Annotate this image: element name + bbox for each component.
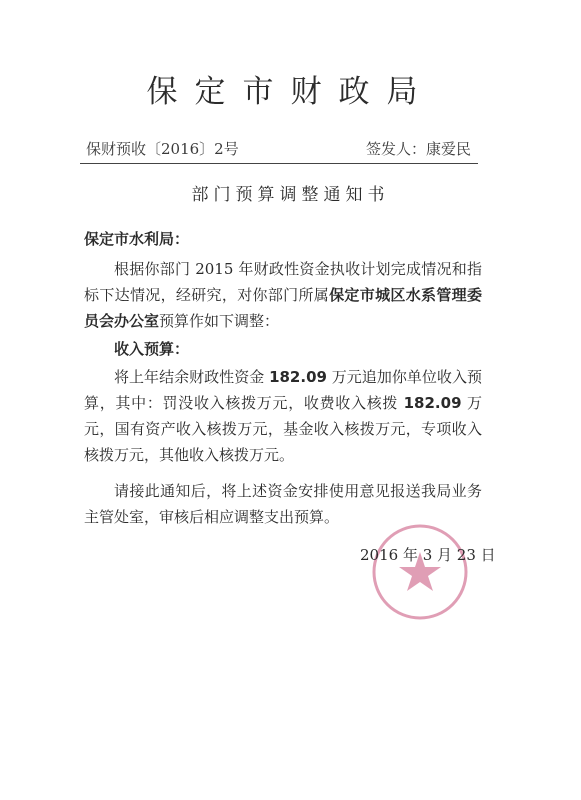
notice-title: 部门预算调整通知书 [191, 185, 390, 205]
paragraph-2 [84, 364, 482, 468]
amount-fee-income: 182.09 [403, 394, 462, 412]
notice-body [84, 226, 482, 530]
header-divider [80, 163, 478, 164]
paragraph-2-text-1: 将上年结余财政性资金 [114, 368, 270, 386]
subordinate-unit: 保定市城区水系管理委员会办公室 [84, 286, 482, 330]
paragraph-2-text-2: 万元追加你单位收入预算，其中：罚没收入核拨万元，收费收入核拨 [84, 368, 482, 412]
paragraph-1-lead: 根据你部门 2015 年财政性资金执收计划完成情况和指标下达情况，经研究，对你部门所属 [84, 260, 482, 304]
org-title: 保定市财政局 [146, 74, 435, 110]
paragraph-3: 请接此通知后，将上述资金安排使用意见报送我局业务主管处室，审核后相应调整支出预算。 [84, 482, 482, 526]
doc-number: 保财预收〔2016〕2号 [86, 140, 239, 158]
amount-carryover: 182.09 [269, 368, 327, 386]
official-seal [370, 522, 470, 622]
signer: 签发人：康爱民 [365, 140, 471, 158]
section-heading: 收入预算： [114, 340, 190, 358]
paragraph-2-text-3: 万元，国有资产收入核拨万元，基金收入核拨万元，专项收入核拨万元，其他收入核拨万元。 [84, 394, 482, 464]
docno-row [86, 138, 471, 162]
paragraph-1-tail: 预算作如下调整： [159, 312, 280, 330]
paragraph-1 [84, 256, 482, 334]
issue-date: 2016 年 3 月 23 日 [360, 546, 496, 564]
addressee: 保定市水利局： [84, 230, 190, 248]
